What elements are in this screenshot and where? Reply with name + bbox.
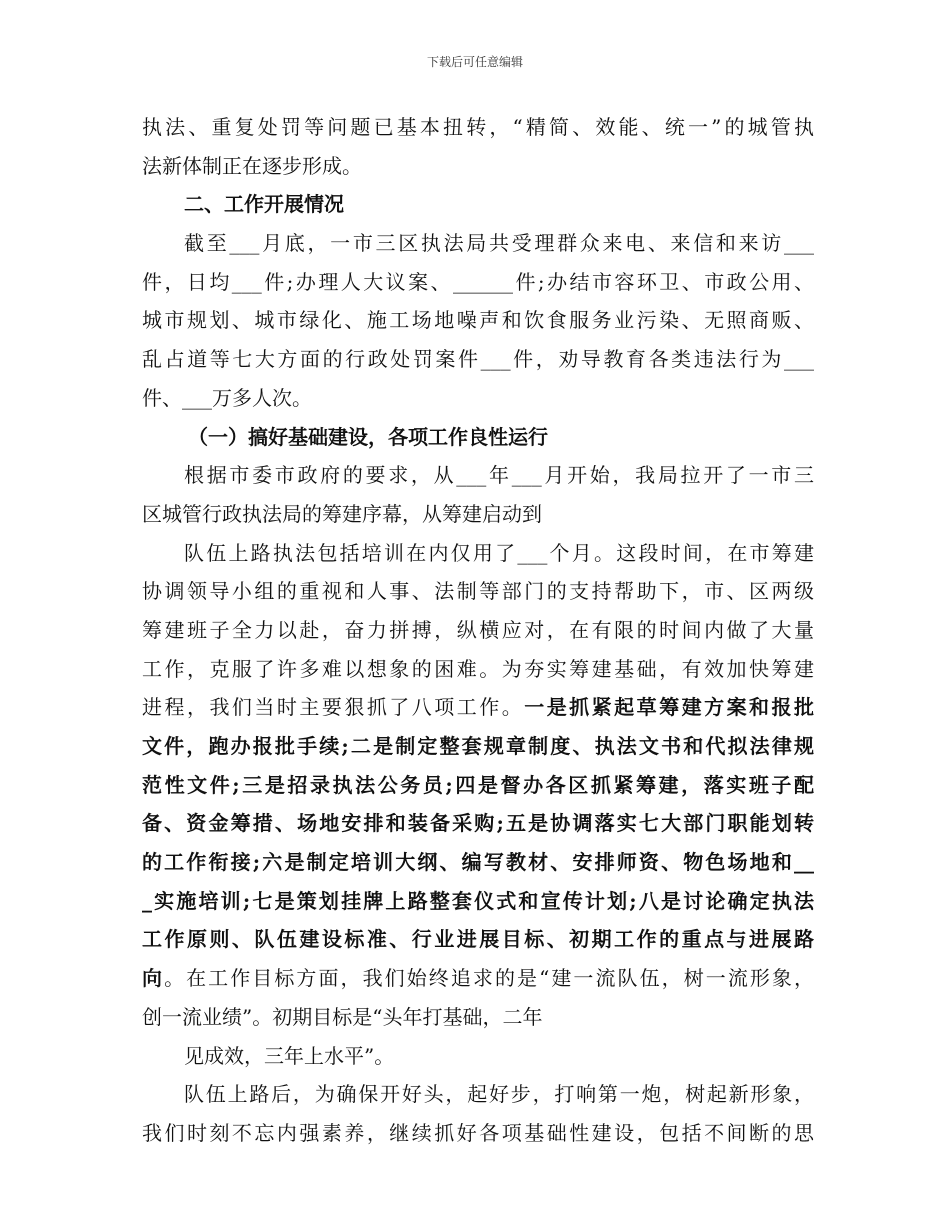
text-line <box>142 185 814 224</box>
text-run: 筹建班子全力以赴，奋力拼搏，纵横应对，在有限的时间内做了大量 <box>142 617 814 642</box>
text-run: 件、___万多人次。 <box>142 385 312 410</box>
text-line <box>142 263 814 302</box>
text-run: 根据市委市政府的要求，从___年___月开始，我局拉开了一市三 <box>184 463 814 488</box>
text-run: 队伍上路执法包括培训在内仅用了___个月。这段时间，在市筹建 <box>184 540 814 565</box>
text-line <box>142 959 814 998</box>
text-line <box>142 1037 814 1076</box>
text-line <box>142 418 814 457</box>
text-run: 城市规划、城市绿化、施工场地噪声和饮食服务业污染、无照商贩、 <box>142 308 814 333</box>
text-run: 二、工作开展情况 <box>184 192 344 217</box>
text-line <box>142 379 814 418</box>
text-line <box>142 456 814 495</box>
text-line <box>142 495 814 534</box>
text-line <box>142 998 814 1037</box>
text-line <box>142 766 814 805</box>
bold-text: 的工作衔接;六是制定培训大纲、编写教材、安排师资、物色场地和__ <box>142 850 814 875</box>
text-run: 截至___月底，一市三区执法局共受理群众来电、来信和来访___ <box>184 231 814 256</box>
bold-text: _实施培训;七是策划挂牌上路整套仪式和宣传计划;八是讨论确定执法 <box>142 888 814 913</box>
text-run: 执法、重复处罚等问题已基本扭转，“精简、效能、统一”的城管执 <box>142 115 814 139</box>
text-line <box>142 572 814 611</box>
text-line <box>142 611 814 650</box>
bold-text: 向 <box>142 966 165 991</box>
bold-text: 工作原则、队伍建设标准、行业进展目标、初期工作的重点与进展路 <box>142 927 814 952</box>
text-run: 见成效，三年上水平”。 <box>184 1043 395 1068</box>
bold-text: 一是抓紧起草筹建方案和报批 <box>524 695 815 720</box>
text-run: 乱占道等七大方面的行政处罚案件___件，劝导教育各类违法行为___ <box>142 347 814 372</box>
text-line <box>142 340 814 379</box>
text-line <box>142 108 814 147</box>
text-run: 法新体制正在逐步形成。 <box>142 153 362 178</box>
text-line <box>142 920 814 959</box>
bold-text: 备、资金筹措、场地安排和装备采购;五是协调落实七大部门职能划转 <box>142 811 814 836</box>
text-run: 协调领导小组的重视和人事、法制等部门的支持帮助下，市、区两级 <box>142 579 814 604</box>
document-body <box>142 108 814 1153</box>
text-line <box>142 727 814 766</box>
text-line <box>142 147 814 186</box>
text-run: 工作，克服了许多难以想象的困难。为夯实筹建基础，有效加快筹建 <box>142 656 814 681</box>
bold-text: 范性文件;三是招录执法公务员;四是督办各区抓紧筹建，落实班子配 <box>142 772 814 797</box>
text-line <box>142 843 814 882</box>
text-line <box>142 224 814 263</box>
text-run: 我们时刻不忘内强素养，继续抓好各项基础性建设，包括不间断的思 <box>142 1120 814 1145</box>
text-line <box>142 882 814 921</box>
text-run: 件，日均___件;办理人大议案、______件;办结市容环卫、市政公用、 <box>142 269 814 294</box>
text-line <box>142 534 814 573</box>
text-line <box>142 688 814 727</box>
bold-text: 文件，跑办报批手续;二是制定整套规章制度、执法文书和代拟法律规 <box>142 734 814 758</box>
text-line <box>142 650 814 689</box>
text-run: 。在工作目标方面，我们始终追求的是“建一流队伍，树一流形象， <box>164 966 814 991</box>
text-line <box>142 1075 814 1114</box>
text-run: 进程，我们当时主要狠抓了八项工作。 <box>142 695 525 720</box>
page-header: 下载后可任意编辑 <box>426 55 523 69</box>
text-line <box>142 301 814 340</box>
text-run: 创一流业绩”。初期目标是“头年打基础，二年 <box>142 1004 543 1029</box>
text-line <box>142 804 814 843</box>
text-run: 区城管行政执法局的筹建序幕，从筹建启动到 <box>142 501 542 526</box>
text-run: （一）搞好基础建设，各项工作良性运行 <box>188 424 548 449</box>
text-line <box>142 1114 814 1153</box>
text-run: 队伍上路后，为确保开好头，起好步，打响第一炮，树起新形象， <box>184 1082 814 1107</box>
